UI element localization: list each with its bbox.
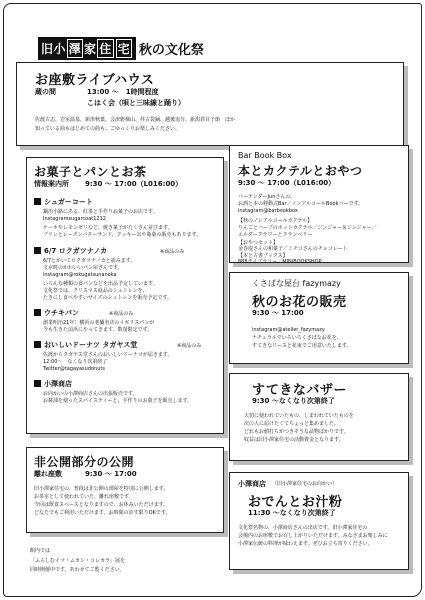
bookbox-sub1-line: エルダーフラワーとクランベリー	[238, 232, 313, 238]
rokugatsu-line: instagram@rokugatsunanoka	[43, 272, 117, 278]
square-bullet-icon	[34, 198, 41, 205]
bazaar-section	[229, 373, 409, 461]
bookbox-title: 本とカクテルとおやつ	[238, 164, 363, 178]
bookbox-sub2-head: 【おやつセット】	[238, 240, 279, 246]
zashiki-room: 蔵の間	[35, 88, 56, 96]
bookbox-sub1-head: 【秋のノンアルコールカクテル】	[238, 218, 313, 224]
festival-title: 秋の文化祭	[138, 43, 204, 58]
shop-kozawa-label: 小澤商店	[44, 380, 72, 388]
bazaar-title: すてきなバザー	[252, 383, 347, 398]
flower-line: ナチュラルでいろいろくさばなお花を、	[252, 335, 342, 341]
shop-rokugatsu-name	[34, 247, 107, 256]
footer-note-line: 「ふらしむイマ・ムカシ・コレカラ」展を	[30, 558, 126, 564]
shop-sugarcoat-label: シュガーコート	[44, 198, 93, 206]
info-label: 情報案内所	[34, 180, 69, 188]
oden-time: 11:30 ～なくなり次第終了	[248, 509, 336, 517]
rokugatsu-line: いろんな種類の食パンなどを出品予定しています。	[43, 281, 158, 287]
donuts-line: 佐渡からタガヤス堂さんのおいしいドーナツが届きます。	[43, 352, 173, 358]
donuts-line: 12:00～ なくなり次第終了	[43, 359, 108, 365]
oden-line: 小澤家伝統の料理が味わえます。ぜひお立ち寄りください。	[238, 541, 373, 547]
private-section	[26, 447, 224, 533]
bazaar-line: 大切に使われていたもの、しまわれていたものを	[244, 413, 354, 419]
chip-char: 宅	[116, 39, 132, 58]
flower-section	[229, 272, 409, 364]
flower-line: すてきなリースと花束でご用意いたします。	[252, 343, 352, 349]
kozawa-line: お向かいの小澤商店さんの出張販売です。	[43, 391, 138, 397]
chip-char: 旧	[41, 42, 54, 56]
kozawa-line: お醤油を使ったスパイスティーと、手作りのお菓子を販売します。	[43, 398, 193, 404]
flower-time: 9:30 ～ 17:00	[252, 309, 304, 317]
uchikipan-note: ※商品のみ	[109, 311, 134, 317]
private-line: 今回は飲食スペースとなりますので、お休みいただけます。	[34, 502, 169, 508]
donuts-line: Twitter@tagayasudonuts	[43, 366, 105, 372]
oden-section	[229, 472, 409, 570]
bookbox-sub3-head: 【本と古書ブックス】	[238, 253, 288, 259]
footer-note-line: 館内では	[30, 548, 51, 554]
rokugatsu-line: 6/7とかいてロクガツナノカと読みます。	[43, 258, 136, 264]
zashiki-title: お座敷ライブハウス	[35, 73, 155, 88]
oden-line: 会場内のお座敷でお召し上がりいただけます。みなさまお楽しみに	[238, 533, 388, 539]
bazaar-time: 9:30 ～なくなり次第終了	[252, 397, 335, 405]
bazaar-line: どれもお値打ちがつきそうな品物ばかりです。	[244, 429, 349, 435]
bookbox-line: instagram@barbookbox	[238, 208, 298, 214]
private-line: 旧小澤家住宅の、普段は非公開の部屋を特別に公開します。	[34, 486, 169, 492]
sugarcoat-line: プリンとレーズンバターサンド、クッキー缶や瓶菓の販売もあります。	[43, 232, 202, 238]
bookbox-time: 9:30 ～ 17:00（L016:00）	[238, 179, 336, 187]
private-room: 離れ座敷	[34, 470, 62, 478]
bazaar-line: 収益は旧小澤家住宅の活動資金となります。	[244, 437, 344, 443]
rokugatsu-line: 文化祭では、クリスマス商品のシュトレンを、	[43, 288, 148, 294]
chip-char: 澤	[67, 39, 83, 58]
shop-uchikipan-name	[34, 309, 79, 318]
shop-kozawa-name	[34, 380, 72, 389]
flower-eyebrow: くさばな屋台 fazymazy	[252, 279, 341, 288]
oden-shop-name: 小澤商店	[238, 480, 266, 488]
chip-char: 住	[97, 39, 113, 58]
private-title: 非公開部分の公開	[34, 455, 135, 469]
shop-rokugatsu-label: 6/7 ロクガツナノカ	[44, 247, 108, 255]
okashi-title: お菓子とパンとお茶	[34, 165, 147, 179]
zashiki-section	[16, 62, 404, 146]
square-bullet-icon	[34, 380, 41, 387]
bookbox-sub1-line: りんごとハーブのホットカクテル／ジンジャー＆ジンジャー／	[238, 225, 377, 231]
shop-sugarcoat-name	[34, 198, 93, 207]
shop-uchikipan-label: ウチキパン	[44, 309, 79, 317]
flyer-header	[38, 37, 204, 60]
zashiki-body-1: 佐渡古志、岩室温泉、新津秋葉、会津磐梯山、荏古袋踊、越後追分、新潟甚目子節 ほか	[35, 117, 236, 123]
okashi-section	[26, 157, 224, 434]
bookbox-line: お酒と本の移動式Bar／ノンアルコールBookバーです。	[238, 201, 364, 207]
donuts-note: ※商品のみ	[177, 343, 202, 349]
square-bullet-icon	[34, 247, 41, 254]
zashiki-performer: こはく会（唄と三味線と踊り）	[87, 99, 185, 107]
shop-donuts-name	[34, 341, 137, 350]
square-bullet-icon	[34, 309, 41, 316]
sugarcoat-line: 鍋治小路にある、紅茶と手作りお菓子のお店です。	[43, 209, 158, 215]
chip-char: 小	[53, 42, 66, 56]
uchikipan-line: 創業明治21年！横浜の老舗名店のイギリスパンが	[43, 320, 155, 326]
shop-donuts-label: おいしいドーナツ タガヤス堂	[44, 341, 138, 349]
rokugatsu-note: ※商品のみ	[160, 249, 185, 255]
bookbox-line: バーテンダーJunさんの、	[238, 194, 296, 200]
oden-shop-note: （旧小澤家住宅のお向かい）	[272, 481, 338, 487]
uchikipan-line: 今も生きた前浜にやってきます。数量限定です。	[43, 327, 153, 333]
oden-line: 文化祭名物の、小澤商店さんの出店です。旧小澤家住宅の	[238, 525, 368, 531]
private-line: お茶室として使われていた、離れ座敷です。	[34, 494, 134, 500]
private-time: 9:30 ～ 17:00	[85, 470, 137, 478]
chip-char: 家	[83, 42, 97, 56]
private-line: どなたでもご利用いただけます。お時間の許す限りOKです。	[34, 510, 171, 516]
venue-title-chip	[38, 37, 136, 60]
bazaar-line: 次の人に届けたくてちょっと集めました。	[244, 421, 340, 427]
bookbox-sub3-line: 888ライブラリー／MINIBOOKSHOP	[238, 259, 322, 265]
bookbox-eyebrow: Bar Book Box	[238, 151, 292, 160]
square-bullet-icon	[34, 341, 41, 348]
flower-title: 秋のお花の販売	[252, 295, 347, 310]
info-time: 9:30 ～ 17:00（L016:00）	[85, 180, 183, 188]
rokugatsu-line: たきにし食べやすいサイズのシュトレンを販売予定です。	[43, 295, 172, 301]
sugarcoat-line: Instagramsugarcoat1212	[43, 216, 106, 222]
bookbox-section	[229, 145, 409, 263]
zashiki-body-2: 知っている曲もはじめての曲も、ごゆっくりお楽しみください。	[35, 126, 180, 132]
footer-note-line: 同時開催中です。あわせてご覧ください。	[30, 567, 125, 573]
flower-line: instagram@atelier_fazymazy	[252, 327, 325, 333]
sugarcoat-line: ケーキやレモンゼリなど、焼き菓子がたくさん並びます。	[43, 225, 173, 231]
oden-title: おでんとお汁粉	[248, 495, 343, 510]
bookbox-sub2-line: 金巻堤さんの和菓子／ミチコさんのチョコレート	[238, 246, 348, 252]
zashiki-time: 13:00 ～ 1時間程度	[87, 88, 159, 96]
rokugatsu-line: 文京町のかわいいパン屋さんです。	[43, 265, 123, 271]
